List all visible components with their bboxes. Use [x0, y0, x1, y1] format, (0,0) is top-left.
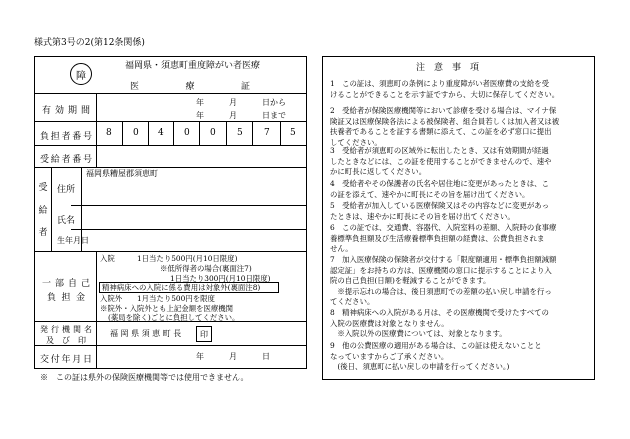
address-value: 福岡県糟屋郡須恵町	[86, 169, 158, 178]
burden-digit: 5	[237, 128, 243, 138]
notes-title: 注 意 事 項	[416, 63, 480, 73]
header-char-1: 医	[130, 82, 140, 92]
validity-from-year: 年	[196, 98, 204, 107]
address-label: 住 所	[57, 185, 76, 195]
copay-low-income-amount: 1日当たり300円(月10日限度)	[170, 274, 271, 283]
burden-digit: 7	[264, 128, 270, 138]
note-item: 7 加入医療保険の保険者が交付する「限度額適用・標準負担額減額 認定証」をお持ちの方は、医療機関の窓口に提示することにより入 院の自己負担(日額)を軽減することができます。 ※提示忘れの場合は、後日須恵町での差額の払い戻し申請を行っ てください。	[330, 255, 557, 307]
burden-digit: 0	[184, 128, 190, 138]
copay-low-income-note: ※低所得者の場合(裏面注7)	[160, 264, 252, 273]
header-title: 福岡県・須恵町重度障がい者医療	[125, 61, 261, 71]
official-seal-box	[196, 326, 212, 342]
copay-label: 一 部 自 己 負 担 金	[42, 279, 90, 303]
note-item: 6 この証では、交通費、容器代、入院室料の差額、入院時の食事療 養標準負担額及び生活療養標準負担額の経費は、公費負担されま せん。	[330, 223, 557, 254]
burden-digit: 5	[290, 128, 296, 138]
stamp-char: 障	[76, 70, 86, 82]
issue-month: 月	[229, 352, 237, 361]
issue-date-label: 交 付 年 月 日	[40, 355, 92, 365]
issuer-label: 発 行 機 関 名 及 び 印	[40, 325, 92, 345]
validity-to-day: 日まで	[262, 111, 286, 120]
issue-day: 日	[262, 352, 270, 361]
recipient-side-label: 受 給 者	[38, 183, 48, 238]
recipient-number-label: 受 給 者 番 号	[40, 155, 92, 165]
note-item: 8 精神病床への入院がある月は、その医療機関で受けたすべての 入院の医療費は対象となりません。 ※入院以外の医療費については、対象となります。	[330, 308, 549, 339]
validity-to-month: 月	[229, 111, 237, 120]
burden-digit: 0	[133, 128, 139, 138]
validity-from-month: 月	[229, 98, 237, 107]
issuer-name: 福 岡 県 須 恵 町 長	[110, 329, 182, 338]
burden-digit: 4	[158, 128, 164, 138]
copay-per-facility-note-2: (薬局を除く)ごとに負担してください。	[108, 313, 240, 322]
footnote: ※ この証は県外の保険医療機関等では使用できません。	[40, 373, 249, 382]
birthdate-label: 生年月日	[57, 236, 89, 245]
burden-number-label: 負 担 者 番 号	[40, 132, 92, 142]
note-item: 9 他の公費医療の適用がある場合は、この証は使えないことと なっていますからご了承ください。 (後日、須恵町に払い戻しの申請を行ってください。)	[330, 341, 542, 372]
validity-from-day: 日から	[262, 98, 286, 107]
burden-digit: 0	[210, 128, 216, 138]
header-subtitle	[130, 79, 250, 92]
validity-label: 有 効 期 間	[42, 106, 90, 116]
form-number: 様式第3号の2(第12条関係)	[34, 38, 145, 48]
note-item: 3 受給者が須恵町の区域外に転出したとき、又は有効期間が経過 したときなどには、この証を使用することができませんので、速や かに町長に返してください。	[330, 146, 552, 177]
copay-outpatient: 入院外 1月当たり500円を限度	[100, 294, 215, 303]
name-label: 氏 名	[57, 216, 76, 226]
burden-digit: 8	[106, 128, 112, 138]
note-item: 5 受給者が加入している医療保険又はその内容などに変更があっ たときは、速やかに町長にその旨を届け出てください。	[330, 201, 549, 221]
issue-year: 年	[196, 352, 204, 361]
disability-stamp-icon	[70, 63, 92, 85]
copay-per-facility-note: ※院外・入院外とも上記金額を医療機関	[100, 304, 234, 313]
note-item: 1 この証は、須恵町の条例により重度障がい者医療費の支給を受 けることができることを示す証ですから、大切に保存してください。	[330, 79, 560, 99]
copay-psychiatric-note: 精神病床への入院に係る費用は対象外(裏面注8)	[102, 283, 261, 292]
note-item: 2 受給者が保険医療機関等において診療を受ける場合は、マイナ保 険証又は医療保険各法による被保険者、組合員若しくは加入者又は被 扶養者であることを証する書類に添えて、この証を必ず窓口に提出 してください。	[330, 106, 560, 147]
copay-inpatient: 入院 1日当たり500円(月10日限度)	[100, 254, 238, 263]
header-char-3: 証	[240, 82, 250, 92]
validity-to-year: 年	[196, 111, 204, 120]
note-item: 4 受給者やその保護者の氏名や居住地に変更があったときは、こ の証を添えて、速やかに町長にその旨を届け出てください。	[330, 179, 549, 199]
seal-char: 印	[200, 329, 208, 339]
header-char-2: 療	[185, 82, 195, 92]
